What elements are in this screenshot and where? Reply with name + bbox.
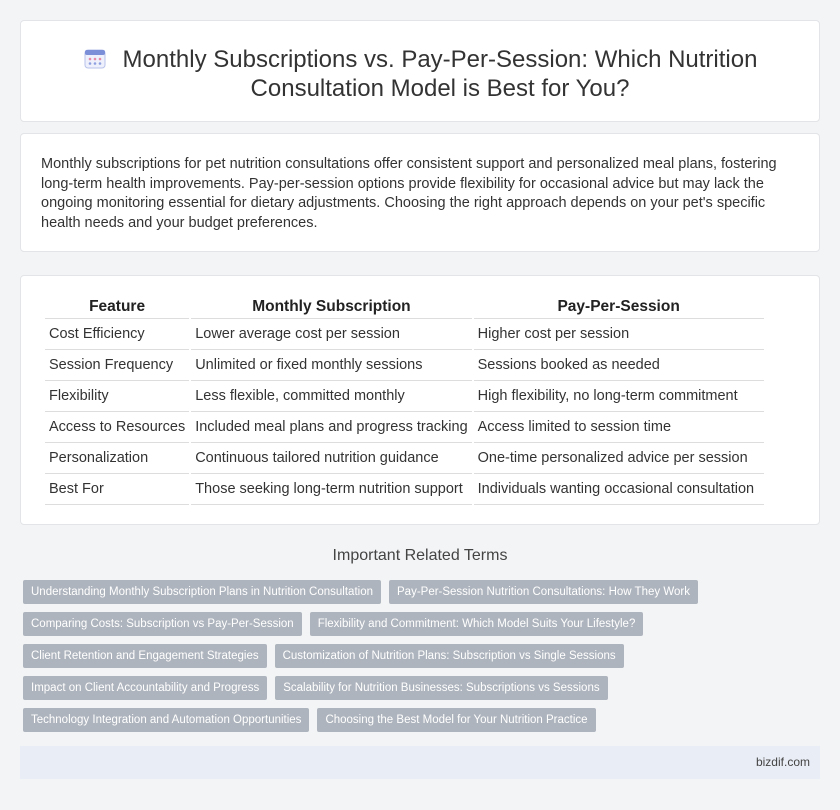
table-row — [45, 443, 764, 474]
comparison-table — [43, 296, 766, 505]
table-row — [45, 412, 764, 443]
header-feature: Feature — [45, 296, 189, 319]
header-pay-per-session: Pay-Per-Session — [474, 296, 764, 319]
tag-row — [23, 708, 823, 732]
tag-row — [23, 644, 823, 668]
table-cell: Continuous tailored nutrition guidance — [191, 443, 471, 474]
tag-row — [23, 580, 823, 604]
tag-row — [23, 612, 823, 636]
related-term-link[interactable]: Comparing Costs: Subscription vs Pay-Per-Session — [23, 612, 302, 636]
footer — [20, 746, 820, 779]
table-cell: Cost Efficiency — [45, 319, 189, 350]
table-cell: Flexibility — [45, 381, 189, 412]
related-term-link[interactable]: Flexibility and Commitment: Which Model Suits Your Lifestyle? — [310, 612, 644, 636]
related-terms-heading: Important Related Terms — [332, 547, 508, 564]
comparison-card — [20, 275, 820, 525]
intro-paragraph: Monthly subscriptions for pet nutrition consultations offer consistent support and personalized meal plans, fostering long-term health improvements. Pay-per-session options provide flexibility for occasional advice but may lack the ongoing monitoring essential for dietary adjustments. Choosing the right approach depends on your pet's specific health needs and your budget preferences. — [41, 156, 777, 231]
table-cell: Those seeking long-term nutrition support — [191, 474, 471, 505]
header-monthly: Monthly Subscription — [191, 296, 471, 319]
table-cell: Best For — [45, 474, 189, 505]
page-title: Monthly Subscriptions vs. Pay-Per-Session: Which Nutrition Consultation Model is Best for You? — [122, 46, 758, 102]
related-term-link[interactable]: Client Retention and Engagement Strategies — [23, 644, 267, 668]
table-cell: One-time personalized advice per session — [474, 443, 764, 474]
table-row — [45, 474, 764, 505]
related-term-link[interactable]: Pay-Per-Session Nutrition Consultations: How They Work — [389, 580, 698, 604]
table-cell: Sessions booked as needed — [474, 350, 764, 381]
tag-row — [23, 676, 823, 700]
related-term-link[interactable]: Understanding Monthly Subscription Plans in Nutrition Consultation — [23, 580, 381, 604]
table-cell: Lower average cost per session — [191, 319, 471, 350]
title-card — [20, 20, 820, 122]
table-cell: Personalization — [45, 443, 189, 474]
related-term-link[interactable]: Impact on Client Accountability and Progress — [23, 676, 267, 700]
table-cell: Access limited to session time — [474, 412, 764, 443]
table-cell: Less flexible, committed monthly — [191, 381, 471, 412]
table-cell: Individuals wanting occasional consultation — [474, 474, 764, 505]
site-link[interactable]: bizdif.com — [755, 755, 810, 769]
table-cell: Higher cost per session — [474, 319, 764, 350]
table-row — [45, 350, 764, 381]
related-term-link[interactable]: Choosing the Best Model for Your Nutrition Practice — [317, 708, 595, 732]
related-term-link[interactable]: Scalability for Nutrition Businesses: Subscriptions vs Sessions — [275, 676, 607, 700]
related-term-link[interactable]: Customization of Nutrition Plans: Subscription vs Single Sessions — [275, 644, 624, 668]
table-row — [45, 319, 764, 350]
table-cell: Unlimited or fixed monthly sessions — [191, 350, 471, 381]
related-term-link[interactable]: Technology Integration and Automation Opportunities — [23, 708, 309, 732]
table-header-row — [45, 296, 764, 319]
table-row — [45, 381, 764, 412]
table-cell: Session Frequency — [45, 350, 189, 381]
table-cell: Access to Resources — [45, 412, 189, 443]
table-cell: High flexibility, no long-term commitment — [474, 381, 764, 412]
related-terms-list — [23, 580, 823, 740]
intro-card — [20, 133, 820, 252]
table-cell: Included meal plans and progress tracking — [191, 412, 471, 443]
